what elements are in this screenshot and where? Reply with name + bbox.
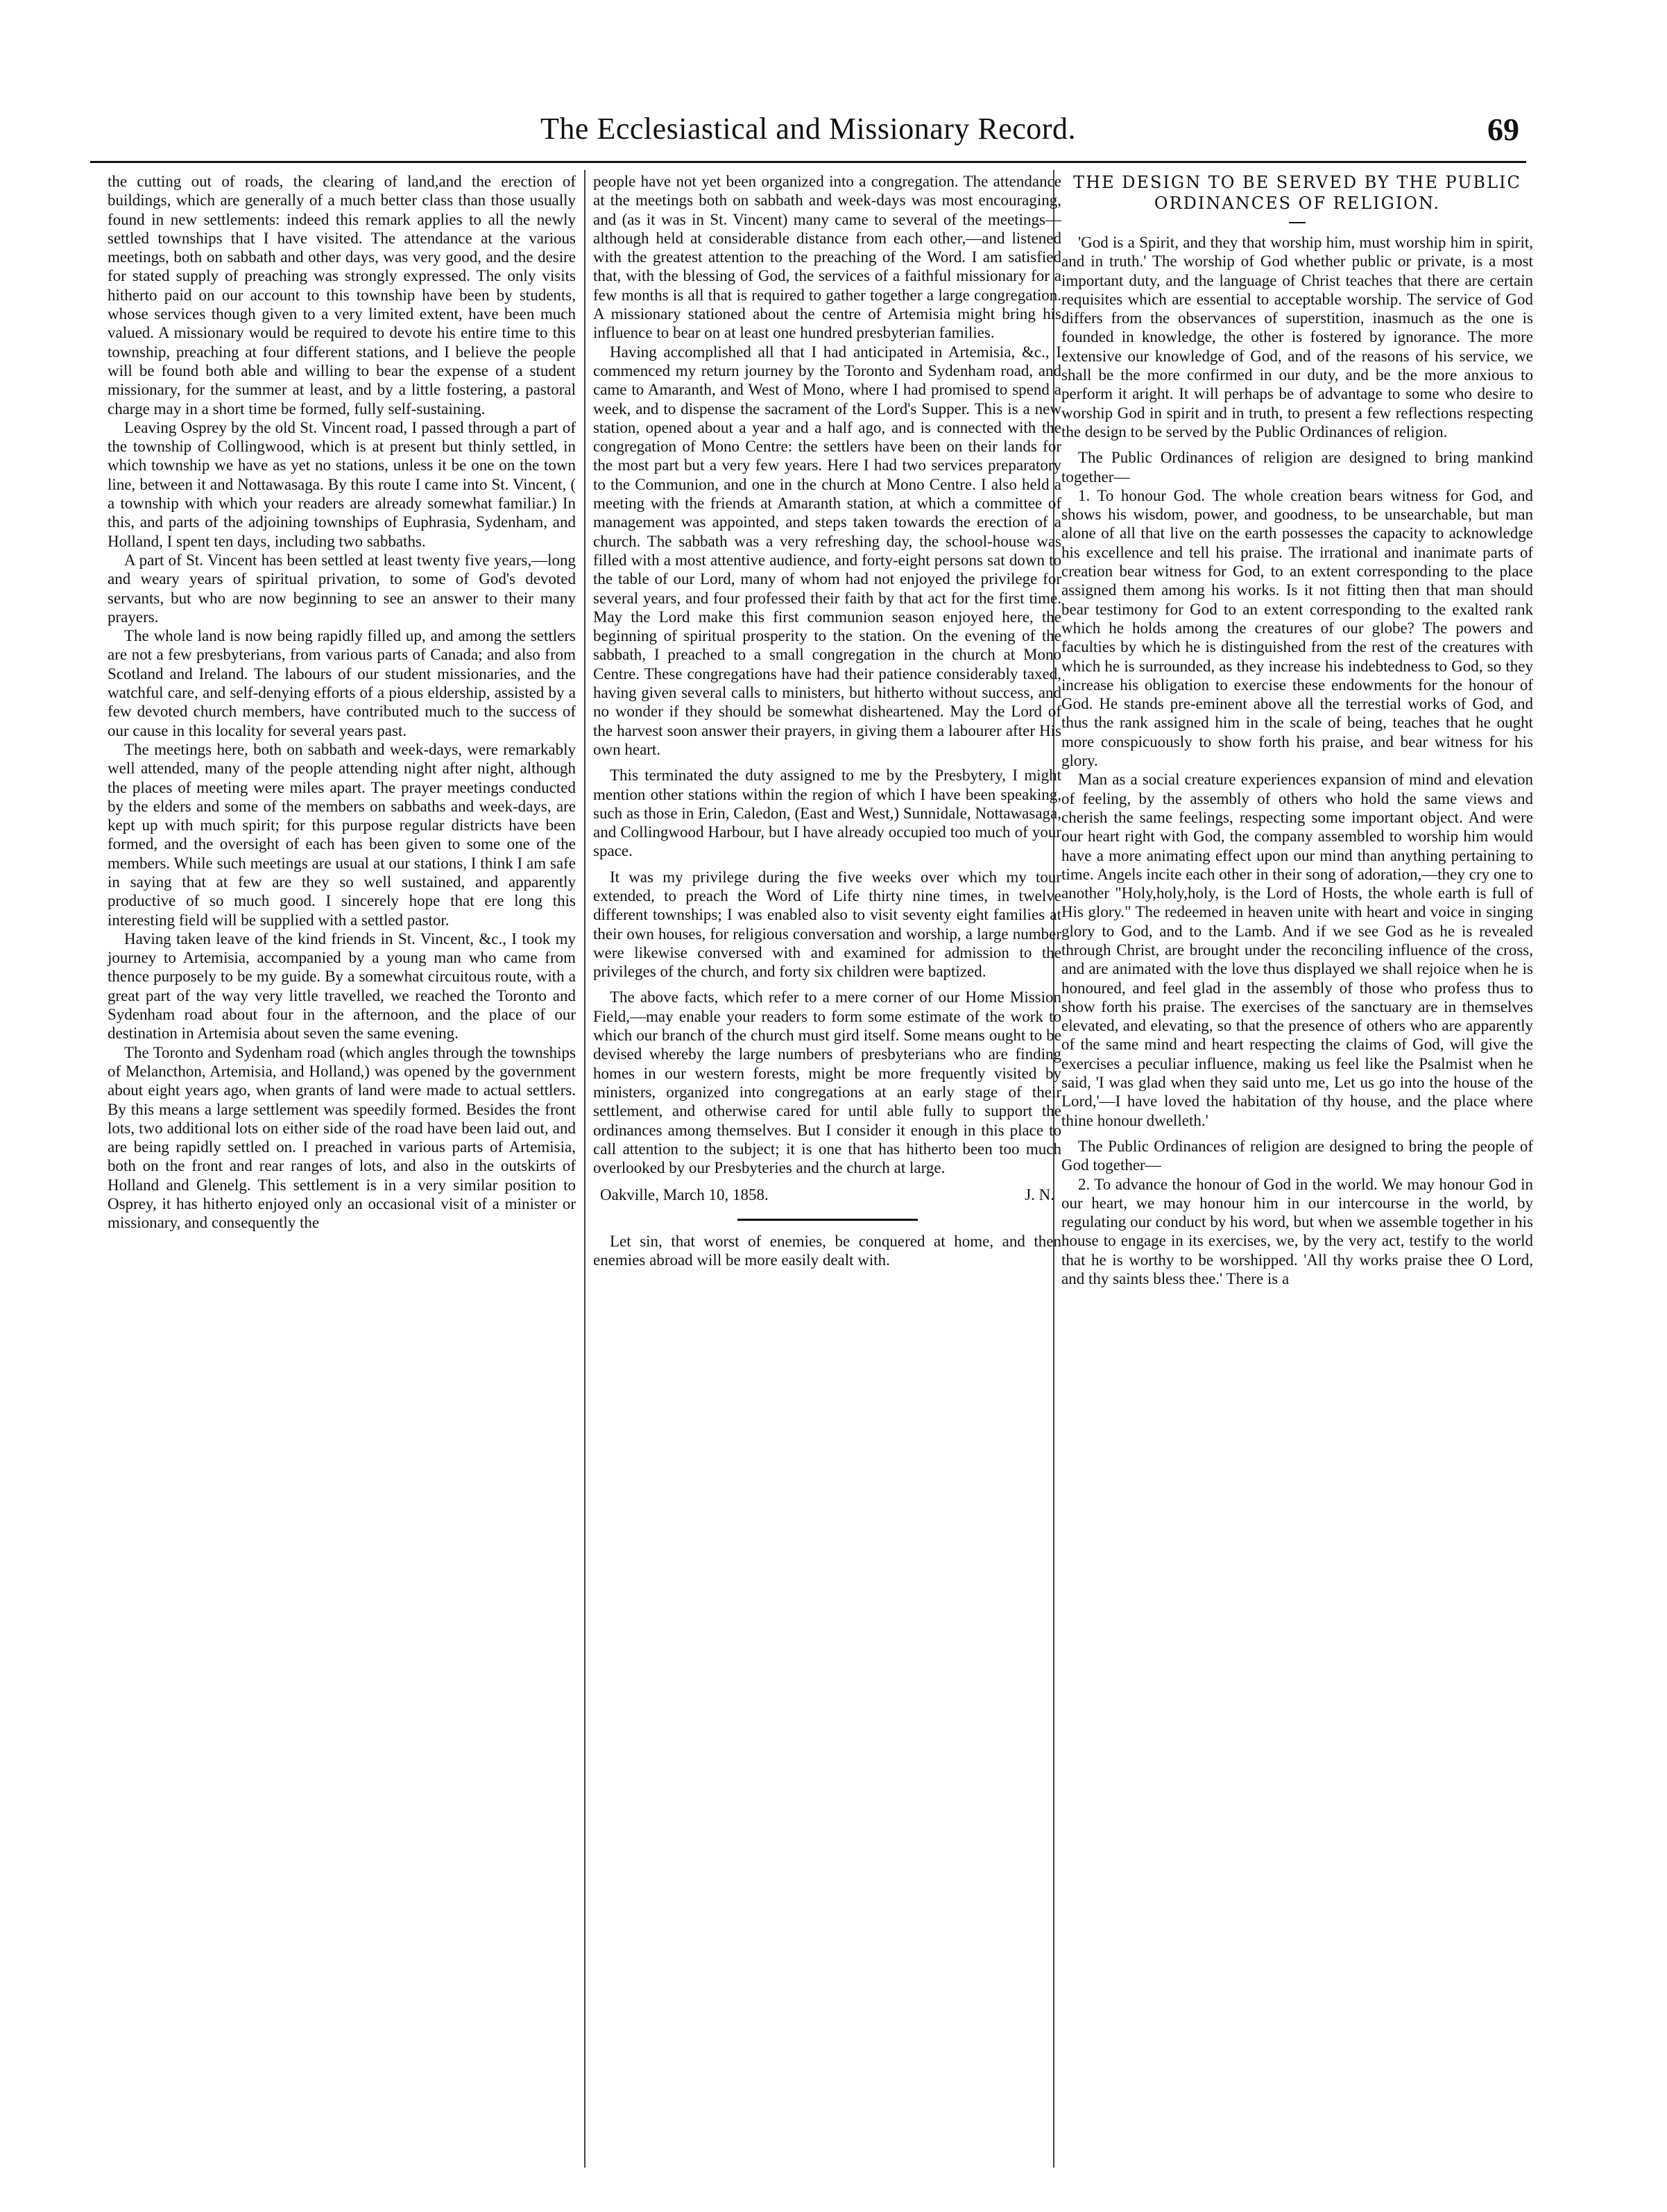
paragraph: 2. To advance the honour of God in the world. We may honour God in our heart, we may honour him in our intercourse in the world, by regulating our conduct by his word, but when we assemble together in his house to engage in its exercises, we, by the very act, testify to the world that he is worthy to be worshipped. 'All thy works praise thee O Lord, and thy saints bless thee.' There is a: [1061, 1175, 1533, 1288]
signature-initials: J. N.: [1025, 1186, 1054, 1204]
paragraph: Man as a social creature experiences expansion of mind and elevation of feeling, by the assembly of others who hold the same views and cherish the same feelings, respecting some important object. And were our heart right with God, the company assembled to worship him would have a more animating effect upon our mind than anything pertaining to time. Angels incite each other in their song of adoration,—they cry one to another "Holy,holy,holy, is the Lord of Hosts, the whole earth is full of His glory." The redeemed in heaven unite with heart and voice in singing glory to God, and to the Lamb. And if we see God as he is revealed through Christ, are brought under the reconciling influence of the cross, and are animated with the love thus displayed we shall rejoice when he is honoured, and feel glad in the assembly of those who profess thus to show forth his praise. The exercises of the sanctuary are in themselves elevated, and elevating, so that the presence of others who are apparently of the same mind and heart respecting the claims of God, will give the exercises a peculiar influence, making us feel like the Psalmist when he said, 'I was glad when they said unto me, Let us go into the house of the Lord,'—I have loved the habitation of thy house, and the place where thine honour dwelleth.': [1061, 771, 1533, 1129]
journal-title: The Ecclesiastical and Missionary Record.: [540, 112, 1076, 146]
paragraph: Leaving Osprey by the old St. Vincent road, I passed through a part of the township of Collingwood, which is at present but thinly settled, in which township we have as yet no stations, unless it be one on the town line, between it and Nottawasaga. By this route I came into St. Vincent, ( a township with which your readers are already somewhat familiar.) In this, and parts of the adjoining townships of Euphrasia, Sydenham, and Holland, I spent ten days, including two sabbaths.: [108, 418, 576, 550]
header-rule: [90, 161, 1526, 163]
paragraph: Having taken leave of the kind friends in St. Vincent, &c., I took my journey to Artemisia, accompanied by a young man who came from thence purposely to be my guide. By a somewhat circuitous route, with a great part of the way very little travelled, we reached the Toronto and Sydenham road about four in the afternoon, and the place of our destination in Artemisia about seven the same evening.: [108, 929, 576, 1043]
paragraph: 1. To honour God. The whole creation bears witness for God, and shows his wisdom, power, and goodness, to be unsearchable, but man alone of all that live on the earth possesses the capacity to acknowledge his excellence and tell his praise. The irrational and inanimate parts of creation bear witness for God, to an extent corresponding to the place assigned them among his works. Is it not fitting then that man should bear testimony for God to an extent corresponding to the exalted rank which he holds among the creatures of our globe? The powers and faculties by which he is distinguished from the rest of the creatures with which he is surrounded, as they increase his indebtedness to God, so they increase his obligation to exercise these endowments for the honour of God. He stands pre-eminent above all the terrestial works of God, and thus the rank assigned him in the scale of being, teaches that he ought more conspicuously to show forth his praise, and bear witness for his glory.: [1061, 486, 1533, 770]
paragraph: The Public Ordinances of religion are designed to bring mankind together—: [1061, 449, 1533, 486]
article-title: THE DESIGN TO BE SERVED BY THE PUBLIC ORDINANCES OF RELIGION.: [1073, 173, 1521, 213]
paragraph: The meetings here, both on sabbath and week-days, were remarkably well attended, many of the people attending night after night, although the places of meeting were miles apart. The prayer meetings conducted by the elders and some of the members on sabbaths and week-days, are kept up with much spirit; for this purpose regular districts have been formed, and the oversight of each has been given to some one of the members. While such meetings are usual at our stations, I think I am safe in saying that at few are they so well sustained, and apparently productive of so much good. I sincerely hope that ere long this interesting field will be supplied with a settled pastor.: [108, 740, 576, 929]
column-3: [1061, 172, 1533, 2197]
page-number: 69: [1487, 112, 1519, 147]
paragraph: A part of St. Vincent has been settled at least twenty five years,—long and weary years of spiritual privation, to some of God's devoted servants, but who are now beginning to see an answer to their many prayers.: [108, 551, 576, 626]
paragraph: 'God is a Spirit, and they that worship him, must worship him in spirit, and in truth.' The worship of God whether public or private, is a most important duty, and the language of Christ teaches that there are certain requisites which are essential to acceptable worship. The service of God differs from the observances of superstition, inasmuch as the one is founded in knowledge, the other is fostered by ignorance. The more extensive our knowledge of God, and of the reasons of his service, we shall be the more confirmed in our duty, and be the more anxious to perform it aright. It will perhaps be of advantage to some who desire to worship God in spirit and in truth, to present a few reflections respecting the design to be served by the Public Ordinances of religion.: [1061, 234, 1533, 440]
page-header: [90, 111, 1526, 160]
section-rule: [737, 1219, 918, 1221]
paragraph: Having accomplished all that I had anticipated in Artemisia, &c., I commenced my return journey by the Toronto and Sydenham road, and came to Amaranth, and West of Mono, where I had promised to spend a week, and to dispense the sacrament of the Lord's Supper. This is a new station, opened about a year and a half ago, and is connected with the congregation of Mono Centre: the settlers have been on their lands for the most part but a very few years. Here I had two services preparatory to the Communion, and one in the church at Mono Centre. I also held a meeting with the friends at Amaranth station, at which a committee of management was appointed, and steps taken towards the erection of a church. The sabbath was a very refreshing day, the school-house was filled with a most attentive audience, and forty-eight persons sat down to the table of our Lord, many of whom had not enjoyed the privilege for several years, and four professed their faith by that act for the first time. May the Lord make this first communion season enjoyed here, the beginning of spiritual prosperity to the station. On the evening of the sabbath, I preached to a small congregation in the church at Mono Centre. These congregations have had their patience considerably taxed, having given several calls to ministers, but hitherto without success, and no wonder if they should be somewhat disheartened. May the Lord of the harvest soon answer their prayers, in giving them a labourer after His own heart.: [593, 343, 1061, 758]
paragraph: This terminated the duty assigned to me by the Presbytery, I might mention other stations within the region of which I have been speaking, such as those in Erin, Caledon, (East and West,) Sunnidale, Nottawasaga, and Collingwood Harbour, but I have already occupied too much of your space.: [593, 766, 1061, 860]
paragraph: The Toronto and Sydenham road (which angles through the townships of Melancthon, Artemisia, and Holland,) was opened by the government about eight years ago, when grants of land were made to actual settlers. By this means a large settlement was speedily formed. Besides the front lots, two additional lots on either side of the road have been laid out, and are being rapidly settled on. I preached in various parts of Artemisia, both on the front and rear ranges of lots, and also in the outskirts of Holland and Glenelg. This settlement is in a very similar position to Osprey, it has hitherto enjoyed only an occasional visit of a minister or missionary, and consequently the: [108, 1043, 576, 1232]
paragraph: The whole land is now being rapidly filled up, and among the settlers are not a few presbyterians, from various parts of Canada; and also from Scotland and Ireland. The labours of our student missionaries, and the watchful care, and self-denying efforts of a pious eldership, assisted by a few devoted church members, have contributed much to the success of our cause in this locality for several years past.: [108, 627, 576, 739]
title-dash: [1289, 222, 1306, 223]
signature-place-date: Oakville, March 10, 1858.: [600, 1186, 769, 1204]
signature-line: [593, 1185, 1061, 1204]
column-1: [108, 172, 576, 2197]
column-2: [593, 172, 1061, 2197]
paragraph: The above facts, which refer to a mere corner of our Home Mission Field,—may enable your readers to form some estimate of the work to which our branch of the church must gird itself. Some means ought to be devised whereby the large numbers of presbyterians who are finding homes in our western forests, might be more frequently visited by ministers, organized into congregations at an early stage of their settlement, and otherwise cared for until able fully to support the ordinances among themselves. But I consider it enough in this place to call attention to the subject; it is one that has hitherto been too much overlooked by our Presbyteries and the church at large.: [593, 988, 1061, 1177]
column-divider: [584, 170, 585, 2168]
paragraph: the cutting out of roads, the clearing of land,and the erection of buildings, which are generally of a much better class than those usually found in new settlements: indeed this remark applies to all the newly settled townships that I have visited. The attendance at the various meetings, both on sabbath and other days, was very good, and the desire for stated supply of preaching was strongly expressed. The only visits hitherto paid on our account to this township have been by students, whose services though given to a very limited extent, have been much valued. A missionary would be required to devote his entire time to this township, preaching at four different stations, and I believe the people will be found both able and willing to bear the expense of a student missionary, for the summer at least, and by a little fostering, a pastoral charge may in a short time be formed, fully self-sustaining.: [108, 173, 576, 418]
closing-quote: Let sin, that worst of enemies, be conquered at home, and then enemies abroad will be more easily dealt with.: [593, 1232, 1061, 1269]
paragraph: The Public Ordinances of religion are designed to bring the people of God together—: [1061, 1137, 1533, 1174]
paragraph: It was my privilege during the five weeks over which my tour extended, to preach the Word of Life thirty nine times, in twelve different townships; I was enabled also to visit seventy eight families at their own houses, for religious conversation and worship, a large number were likewise conversed with and examined for admission to the privileges of the church, and forty six children were baptized.: [593, 868, 1061, 981]
paragraph: people have not yet been organized into a congregation. The attendance at the meetings both on sabbath and week-days was most encouraging, and (as it was in St. Vincent) many came to several of the meetings—although held at considerable distance from each other,—and listened with the greatest attention to the preaching of the Word. I am satisfied that, with the blessing of God, the services of a faithful missionary for a few months is all that is required to gather together a large congregation. A missionary stationed about the centre of Artemisia might bring his influence to bear on at least one hundred presbyterian families.: [593, 173, 1061, 342]
